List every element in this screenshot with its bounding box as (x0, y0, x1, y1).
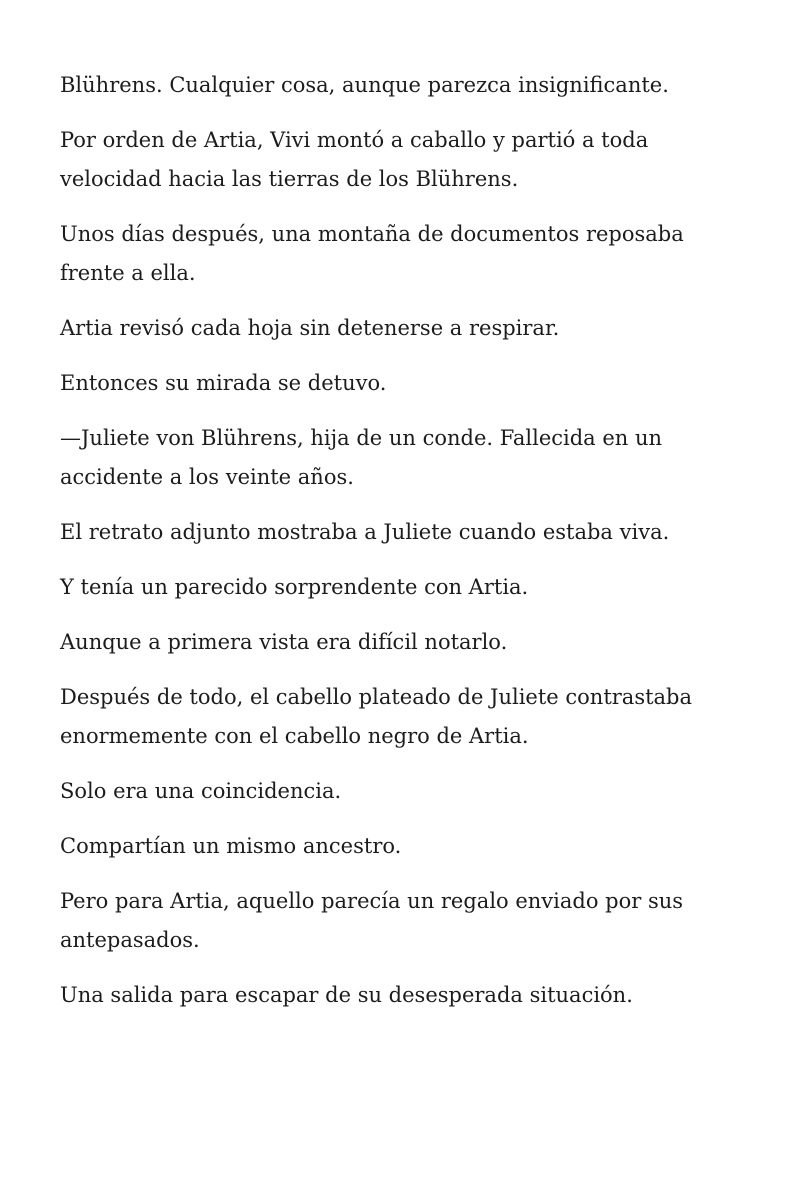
paragraph: Entonces su mirada se detuvo. (60, 371, 387, 395)
paragraph: —Juliete von Blührens, hija de un conde. Fallecida en un accidente a los veinte años. (60, 426, 663, 489)
paragraph: Después de todo, el cabello plateado de Juliete contrastaba enormemente con el cabello negro de Artia. (60, 685, 693, 748)
paragraph: Artia revisó cada hoja sin detenerse a respirar. (60, 316, 560, 340)
paragraph: Blührens. Cualquier cosa, aunque parezca insignificante. (60, 73, 669, 97)
paragraph: Solo era una coincidencia. (60, 779, 342, 803)
paragraph: Aunque a primera vista era difícil notarlo. (60, 630, 508, 654)
paragraph: Pero para Artia, aquello parecía un regalo enviado por sus antepasados. (60, 889, 684, 952)
paragraph: Por orden de Artia, Vivi montó a caballo y partió a toda velocidad hacia las tierras de los Blührens. (60, 128, 649, 191)
paragraph: Unos días después, una montaña de documentos reposaba frente a ella. (60, 222, 684, 285)
paragraph: Y tenía un parecido sorprendente con Artia. (60, 575, 529, 599)
document-body (60, 66, 740, 1031)
paragraph: Una salida para escapar de su desesperada situación. (60, 983, 633, 1007)
paragraph: El retrato adjunto mostraba a Juliete cuando estaba viva. (60, 520, 670, 544)
paragraph: Compartían un mismo ancestro. (60, 834, 402, 858)
